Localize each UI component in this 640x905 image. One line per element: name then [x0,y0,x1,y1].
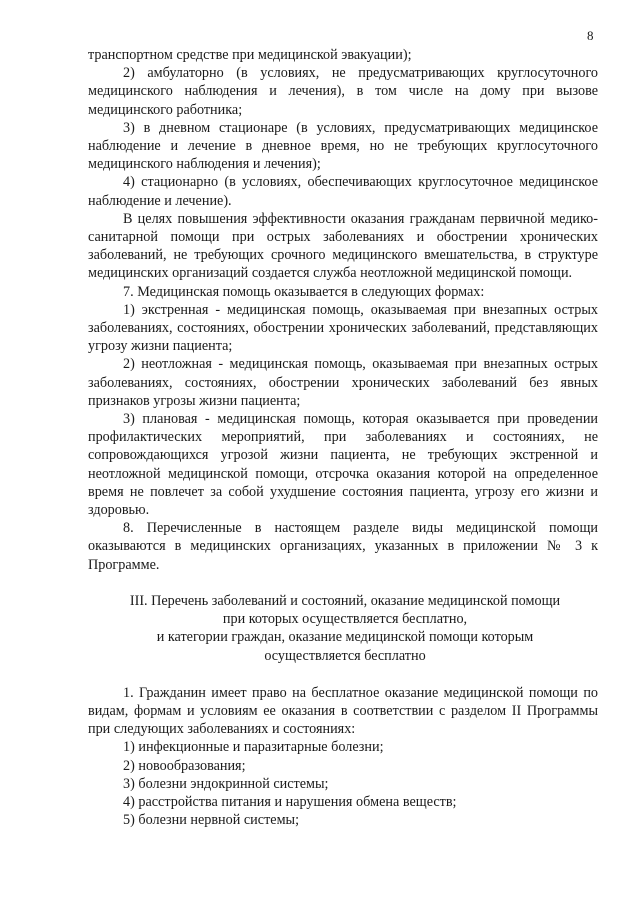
list-item: 1) инфекционные и паразитарные болезни; [123,739,384,756]
section-heading-line: и категории граждан, оказание медицинской помощи которым [156,629,534,646]
paragraph-day-hospital: 3) в дневном стационаре (в условиях, предусматривающих медицинское наблюдение и лечение в дневное время, но не требующих круглосуточного медицинского наблюдения и лечения); [88,119,598,173]
paragraph-organizations: 8. Перечисленные в настоящем разделе виды медицинской помощи оказываются в медицинских организациях, указанных в приложении № 3 к Программе. [88,520,598,573]
section-heading-line: III. Перечень заболеваний и состояний, оказание медицинской помощи [129,592,561,609]
disease-list [88,738,598,829]
list-item: 2) новообразования; [123,757,246,774]
page-number: 8 [587,28,594,43]
paragraph-form-emergency: 1) экстренная - медицинская помощь, оказываемая при внезапных острых заболеваниях, состояниях, обострении хронических заболеваний, представляющих угрозу жизни пациента; [88,301,598,355]
paragraph-continuation: транспортном средстве при медицинской эвакуации); [88,47,412,63]
list-item: 4) расстройства питания и нарушения обмена веществ; [123,793,457,810]
section-heading-line: при которых осуществляется бесплатно, [222,611,468,628]
list-item: 3) болезни эндокринной системы; [123,775,329,792]
paragraph-forms-intro: 7. Медицинская помощь оказывается в следующих формах: [123,283,485,300]
paragraph-free-care-right: 1. Гражданин имеет право на бесплатное оказание медицинской помощи по видам, формам и условиям ее оказания в соответствии с разделом II Программы при следующих заболеваниях и состояниях: [88,684,598,738]
paragraph-outpatient: 2) амбулаторно (в условиях, не предусматривающих круглосуточного медицинского наблюдения и лечения), в том числе на дому при вызове медицинского работника; [88,65,598,118]
section-heading [88,592,598,665]
paragraph-inpatient: 4) стационарно (в условиях, обеспечивающих круглосуточное медицинское наблюдение и лечение). [88,174,598,209]
list-item: 5) болезни нервной системы; [123,812,300,829]
paragraph-form-urgent: 2) неотложная - медицинская помощь, оказываемая при внезапных острых заболеваниях, состояниях, обострении хронических заболеваний без явных признаков угрозы жизни пациента; [88,356,598,409]
paragraph-emergency-service: В целях повышения эффективности оказания гражданам первичной медико-санитарной помощи при острых заболеваниях и обострении хронических заболеваний, не требующих срочного медицинского вмешательства, в структуре медицинских организаций создается служба неотложной медицинской помощи. [88,210,598,282]
paragraph-form-planned: 3) плановая - медицинская помощь, которая оказывается при проведении профилактических мероприятий, при заболеваниях и состояниях, не сопровождающихся угрозой жизни пациента, не требующих экстренной и неотложной медицинской помощи, отсрочка оказания которой на определенное время не повлечет за собой ухудшение состояния пациента, угрозу его жизни и здоровью. [88,411,598,519]
document-body [88,46,598,829]
section-heading-line: осуществляется бесплатно [264,647,426,664]
